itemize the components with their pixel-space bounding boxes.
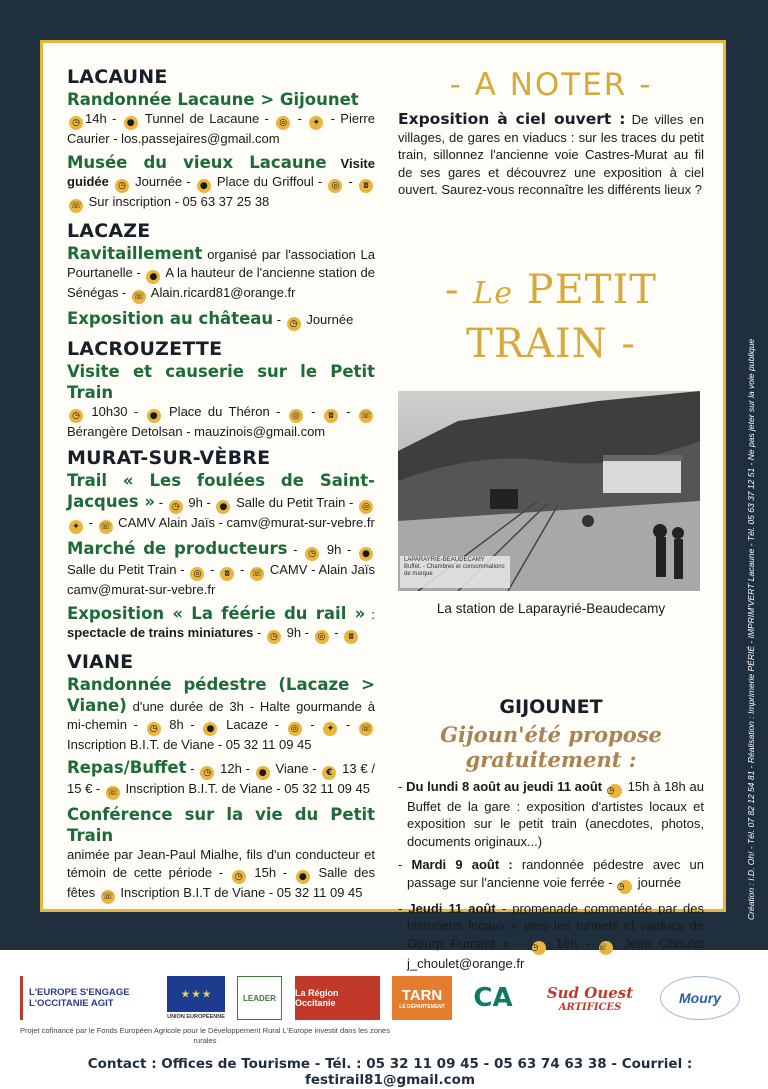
clock-icon: ◷ <box>618 880 632 894</box>
gijounet-item: - Mardi 9 août : randonnée pédestre avec un passage sur l'ancienne voie ferrée - ◷ journée <box>398 857 704 892</box>
people-icon: ʬ <box>324 409 338 423</box>
gijounet-item: - Jeudi 11 août - promenade commentée par des historiens locaux « vers les tunnels et viaducs de Gourp Fumant » - ◷ 16h - ☏ Jean Choulet j_choulet@orange.fr <box>398 900 704 971</box>
pin-icon: ● <box>146 270 160 284</box>
phone-icon: ☏ <box>99 522 112 532</box>
contact-line: Contact : Offices de Tourisme - Tél. : 05 32 11 09 45 - 05 63 74 63 38 - Courriel : festirail81@gmail.com <box>87 1056 693 1088</box>
pin-icon: ● <box>256 766 270 780</box>
event-randonnee-viane: Randonnée pédestre (Lacaze > Viane) d'une durée de 3h - Halte gourmande à mi-chemin - ◷ 8h - ● Lacaze - ◎ - ✦ - ☏ Inscription B.I.T. de Viane - 05 32 11 09 45 <box>67 674 375 752</box>
event-ravitaillement: Ravitaillement organisé par l'association La Pourtanelle - ● A la hauteur de l'ancienne station de Sénégas - ☏ Alain.ricard81@orange.fr <box>67 243 375 302</box>
town-lacrouzette: LACROUZETTE <box>67 337 223 360</box>
people-icon: ʬ <box>344 630 358 644</box>
event-title: Musée du vieux Lacaune <box>67 152 327 172</box>
event-title: Marché de producteurs <box>67 539 288 558</box>
pin-icon: ● <box>216 500 230 514</box>
gijounet-item: - Du lundi 8 août au jeudi 11 août ◷ 15h à 18h au Buffet de la gare : exposition d'artistes locaux et exposition sur le petit train (anecdotes, photos, documents originaux...) <box>398 778 704 849</box>
event-title: Exposition au château <box>67 308 274 328</box>
event-feerie: Exposition « La féérie du rail » : spectacle de trains miniatures - ◷ 9h - ◎ - ʬ <box>67 603 376 642</box>
cup-icon: ◎ <box>328 179 342 193</box>
left-column <box>67 65 375 908</box>
event-musee: Musée du vieux Lacaune Visite guidée ◷ Journée - ● Place du Griffoul - ◎ - ʬ ☏ Sur inscription - 05 63 37 25 38 <box>67 152 375 211</box>
clock-icon: ◷ <box>305 547 319 561</box>
event-repas: Repas/Buffet - ◷ 12h - ● Viane - € 13 € / 15 € - ☏ Inscription B.I.T. de Viane - 05 32 11 09 45 <box>67 758 375 798</box>
moury-logo: Moury <box>660 976 740 1020</box>
euro-icon: € <box>322 766 336 780</box>
event-conference: Conférence sur la vie du Petit Train animée par Jean-Paul Mialhe, fils d'un conducteur et témoin de cette période - ◷ 15h - ● Salle des fêtes ☏ Inscription B.I.T de Viane - 05 32 11 09 45 <box>67 805 375 902</box>
event-title: Visite et causerie sur le Petit Train <box>67 361 375 402</box>
sponsor-logos <box>0 960 768 1060</box>
cup-icon: ◎ <box>289 409 303 423</box>
europe-occitanie-logo: L'EUROPE S'ENGAGE L'OCCITANIE AGIT <box>20 976 155 1020</box>
petit-train-heading: - Le PETIT TRAIN - <box>445 266 657 367</box>
event-title: Randonnée pédestre (Lacaze > Viane) <box>67 674 375 715</box>
event-title: Randonnée Lacaune > Gijounet <box>67 90 359 109</box>
clock-icon: ◷ <box>147 722 161 736</box>
phone-icon: ☏ <box>102 891 114 902</box>
people-icon: ʬ <box>359 179 373 193</box>
clock-icon: ◷ <box>287 317 301 331</box>
clock-icon: ◷ <box>532 941 546 955</box>
clock-icon: ◷ <box>267 630 281 644</box>
town-viane: VIANE <box>67 650 134 673</box>
clock-icon: ◷ <box>200 766 214 780</box>
town-murat: MURAT-SUR-VÈBRE <box>67 447 271 469</box>
event-title: Conférence sur la vie du Petit Train <box>67 805 375 845</box>
event-title: Trail « Les foulées de Saint-Jacques » <box>67 471 375 511</box>
photo-caption: La station de Laparayrié-Beaudecamy <box>436 600 666 616</box>
side-credits: Création : I.D. Oh! - Tél. 07 82 12 54 81 - Réalisation : Imprimerie PÉRIÉ - IMPRIM'VERT Lacaune - Tél. 05 63 37 12 51 - Ne pas jeter sur la voie publique <box>746 338 756 920</box>
sud-ouest-artifices-logo: Sud Ouest ARTIFICES <box>546 983 634 1013</box>
pin-icon: ● <box>359 547 373 561</box>
tarn-logo: TARN LE DÉPARTEMENT <box>392 976 452 1020</box>
content-frame <box>40 40 726 971</box>
region-occitanie-logo: La Région Occitanie <box>295 976 380 1020</box>
hiker-icon: ✦ <box>323 722 337 736</box>
event-title: Exposition « La féérie du rail » <box>67 603 366 623</box>
event-expo-chateau: Exposition au château - ◷ Journée <box>67 308 354 329</box>
phone-icon: ☏ <box>360 723 372 734</box>
pin-icon: ● <box>203 722 217 736</box>
expo-ciel-ouvert: Exposition à ciel ouvert : De villes en villages, de gares en viaducs : sur les traces du petit train, sillonnez l'ancienne voie Castres-Murat au fil de ses gares et découvrez une exposition à ciel ouvert. Saurez-vous reconnaître les différents lieux ? <box>398 110 705 197</box>
cup-icon: ◎ <box>359 500 373 514</box>
eu-flag-logo: ★ ★ ★ UNION EUROPÉENNE <box>165 976 227 1020</box>
leader-logo: LEADER <box>237 976 282 1020</box>
gijounet-heading: GIJOUNET <box>499 695 603 718</box>
phone-icon: ☏ <box>251 569 263 579</box>
clock-icon: ◷ <box>115 179 129 193</box>
cup-icon: ◎ <box>288 722 302 736</box>
phone-icon: ☏ <box>360 410 372 421</box>
hiker-icon: ✦ <box>309 116 323 130</box>
phone-icon: ☏ <box>107 788 119 798</box>
clock-icon: ◷ <box>69 116 83 130</box>
credit-agricole-logo: CA <box>473 983 513 1013</box>
clock-icon: ◷ <box>169 500 183 514</box>
event-title: Repas/Buffet <box>67 758 187 777</box>
gijounet-subtitle: Gijoun'été propose gratuitement : <box>440 721 662 772</box>
cofinancing-note: Projet cofinancé par le Fonds Européen Agricole pour le Développement Rural L'Europe investit dans les zones rurales <box>20 1026 390 1045</box>
clock-icon: ◷ <box>232 870 246 884</box>
pin-icon: ● <box>124 116 138 130</box>
people-icon: ʬ <box>220 567 234 581</box>
event-trail: Trail « Les foulées de Saint-Jacques » - ◷ 9h - ● Salle du Petit Train - ◎ ✦ - ☏ CAMV Alain Jaïs - camv@murat-sur-vebre.fr <box>67 471 375 532</box>
pin-icon: ● <box>296 870 310 884</box>
right-column <box>398 65 704 978</box>
a-noter-heading: - A NOTER - <box>449 67 653 103</box>
station-photo: LAPARAYRIE-BEAUDECAMY Buffet. - Chambres et consommations de marque <box>398 391 700 591</box>
phone-icon: ☏ <box>133 291 145 302</box>
town-lacaze: LACAZE <box>67 219 151 242</box>
clock-icon: ◷ <box>608 784 622 798</box>
cup-icon: ◎ <box>190 567 204 581</box>
event-causerie: Visite et causerie sur le Petit Train ◷ 10h30 - ● Place du Théron - ◎ - ʬ - ☏ Bérangère Detolsan - mauzinois@gmail.com <box>67 361 375 439</box>
phone-icon: ☏ <box>70 200 82 211</box>
town-lacaune: LACAUNE <box>67 66 168 88</box>
clock-icon: ◷ <box>69 409 83 423</box>
cup-icon: ◎ <box>276 116 290 130</box>
event-marche: Marché de producteurs - ◷ 9h - ● Salle du Petit Train - ◎ - ʬ - ☏ CAMV - Alain Jaïs camv@murat-sur-vebre.fr <box>67 539 375 597</box>
event-randonnee-lacaune: Randonnée Lacaune > Gijounet ◷ 14h - ● Tunnel de Lacaune - ◎ - ✦ - Pierre Caurier - los.passejaires@gmail.com <box>67 90 375 146</box>
hiker-icon: ✦ <box>69 520 83 534</box>
pin-icon: ● <box>147 409 161 423</box>
phone-icon: ☏ <box>599 941 613 955</box>
event-title: Ravitaillement <box>67 243 203 263</box>
pin-icon: ● <box>197 179 211 193</box>
cup-icon: ◎ <box>315 630 329 644</box>
